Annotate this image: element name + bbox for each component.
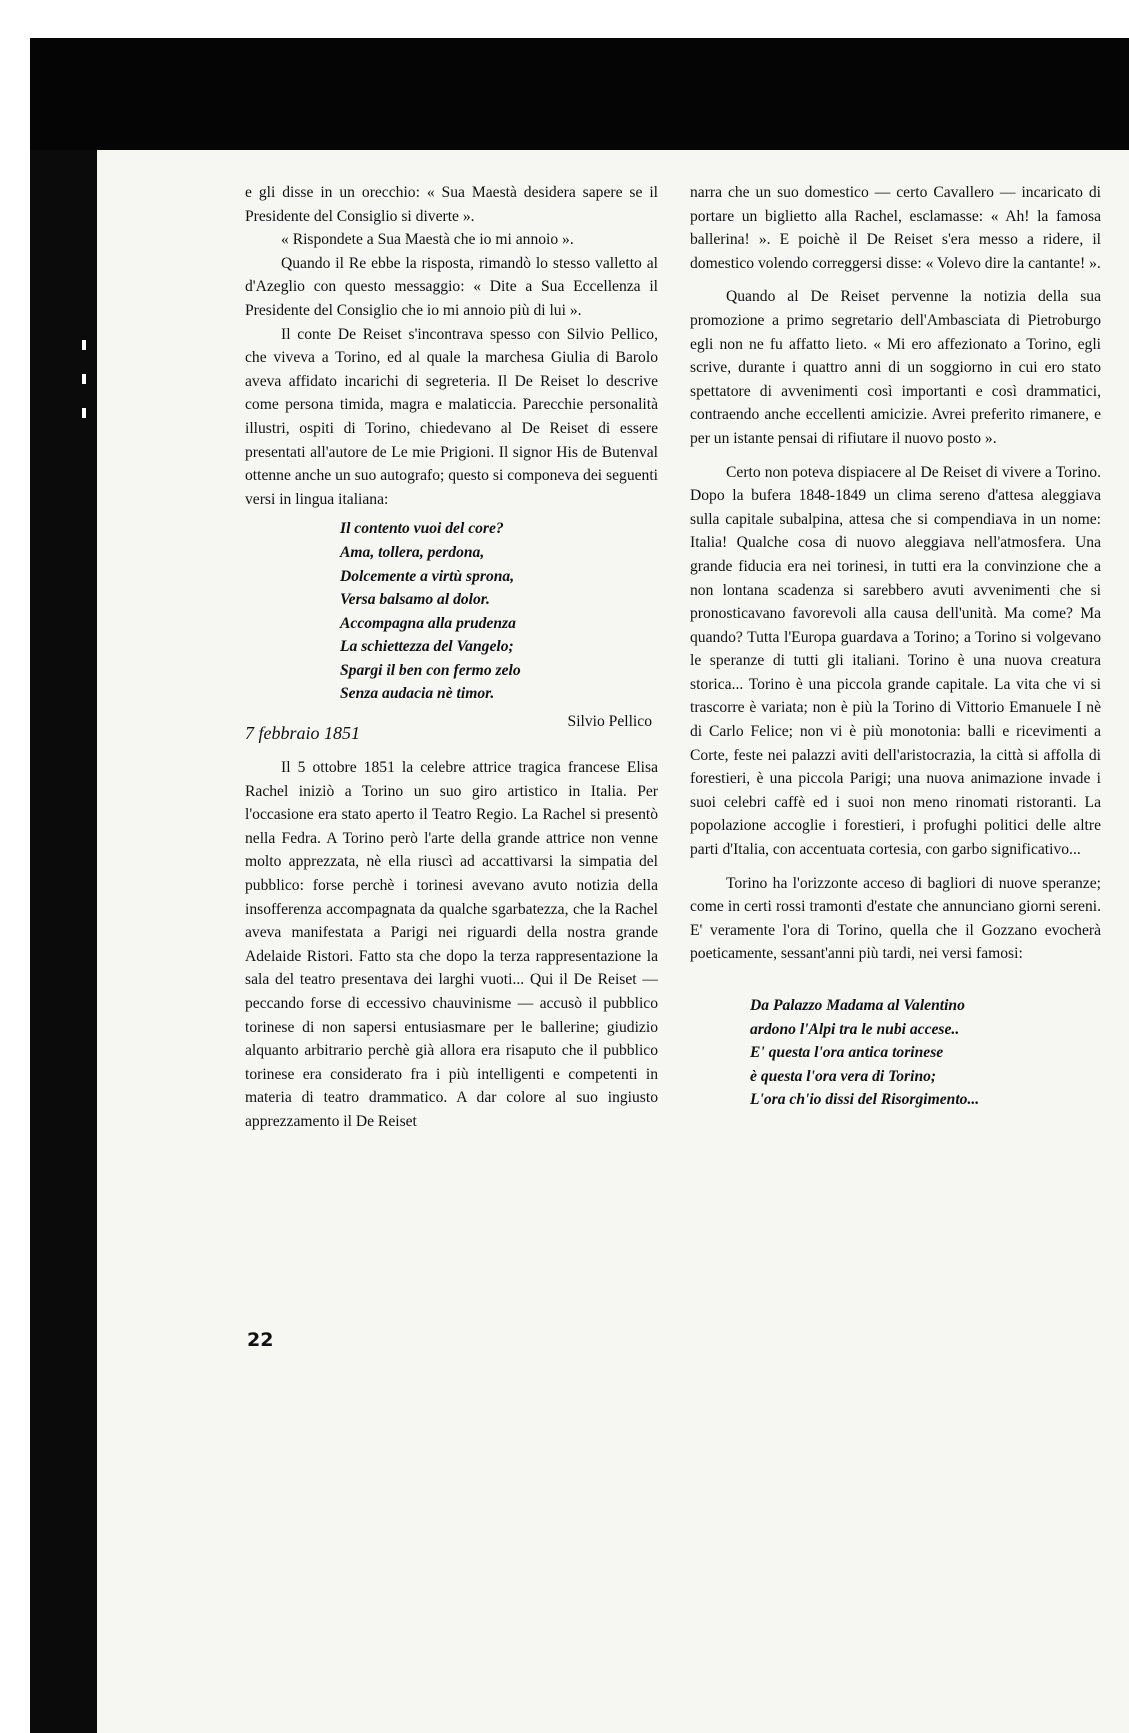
paragraph: e gli disse in un orecchio: « Sua Maestà desidera sapere se il Presidente del Consiglio si diverte ». <box>245 184 658 225</box>
paragraph: Il 5 ottobre 1851 la celebre attrice tragica francese Elisa Rachel iniziò a Torino un suo giro artistico in Italia. Per l'occasione era stato aperto il Teatro Regio. La Rachel si presentò nella Fedra. A Torino però l'arte della grande attrice non venne molto apprezzata, nè ella riuscì ad accattivarsi la simpatia del pubblico: forse perchè i torinesi avevano avuto notizia della insofferenza accompagnata da qualche sgarbatezza, che la Rachel aveva manifestata a Parigi nei riguardi della nostra grande Adelaide Ristori. Fatto sta che dopo la terza rappresentazione la sala del teatro presentava dei larghi vuoti... Qui il De Reiset — peccando forse di eccessivo chauvinisme — accusò il pubblico torinese di non sapersi entusiasmare per le ballerine; giudizio alquanto arbitrario perchè già allora era risaputo che il pubblico torinese era considerato fra i più intelligenti e competenti in materia di teatro drammatico. A dar colore al suo ingiusto apprezzamento il De Reiset <box>245 759 658 1130</box>
paragraph: Quando il Re ebbe la risposta, rimandò lo stesso valletto al d'Azeglio con questo messaggio: « Dite a Sua Eccellenza il Presidente del Consiglio che io mi annoio più di lui ». <box>245 254 658 319</box>
poem-line: ardono l'Alpi tra le nubi accese.. <box>750 1020 960 1038</box>
pellico-poem <box>340 517 658 706</box>
poem-line: La schiettezza del Vangelo; <box>340 638 514 656</box>
paragraph: Quando al De Reiset pervenne la notizia della sua promozione a primo segretario dell'Ambasciata di Pietroburgo egli non ne fu affatto lieto. « Mi ero affezionato a Torino, egli scrive, durante i quattro anni di un soggiorno in cui ero stato spettatore di avvenimenti così importanti e così drammatici, contraendo anche eccellenti amicizie. Avrei preferito rimanere, e per un istante pensai di rifiutare il nuovo posto ». <box>690 288 1101 447</box>
signature-date: 7 febbraio 1851 <box>245 723 360 744</box>
left-column <box>245 181 658 1134</box>
poem-line: Versa balsamo al dolor. <box>340 591 490 609</box>
poem-line: Da Palazzo Madama al Valentino <box>750 997 965 1014</box>
gozzano-poem <box>750 994 1101 1112</box>
scan-top-band <box>30 38 1129 150</box>
paragraph: Il conte De Reiset s'incontrava spesso con Silvio Pellico, che viveva a Torino, ed al quale la marchesa Giulia di Barolo aveva affidato incarichi di segreteria. Il De Reiset lo descrive come persona timida, magra e malaticcia. Parecchie personalità illustri, ospiti di Torino, chiedevano al De Reiset di essere presentati all'autore de Le mie Prigioni. Il signor His de Butenval ottenne anche un suo autografo; questo si componeva dei seguenti versi in lingua italiana: <box>245 325 658 508</box>
poem-line: Spargi il ben con fermo zelo <box>340 661 521 679</box>
poem-line: Il contento vuoi del core? <box>340 520 504 538</box>
page-number: 22 <box>247 1329 274 1351</box>
poem-line: Senza audacia nè timor. <box>340 685 495 703</box>
poem-line: Dolcemente a virtù sprona, <box>340 567 515 585</box>
poem-line: Accompagna alla prudenza <box>340 614 516 632</box>
paragraph: Torino ha l'orizzonte acceso di bagliori di nuove speranze; come in certi rossi tramonti d'estate che annunciano giorni sereni. E' veramente l'ora di Torino, quella che il Gozzano evocherà poeticamente, sessant'anni più tardi, nei versi famosi: <box>690 874 1101 963</box>
paragraph: narra che un suo domestico — certo Cavallero — incaricato di portare un biglietto alla Rachel, esclamasse: « Ah! la famosa ballerina! ». E poichè il De Reiset s'era messo a ridere, il domestico volendo correggersi disse: « Volevo dire la cantante! ». <box>690 184 1101 272</box>
binding-marks <box>80 340 90 460</box>
poem-signature <box>245 710 658 746</box>
signature-name: Silvio Pellico <box>567 713 652 731</box>
poem-line: è questa l'ora vera di Torino; <box>750 1067 937 1085</box>
poem-line: E' questa l'ora antica torinese <box>750 1044 944 1062</box>
poem-line: Ama, tollera, perdona, <box>340 543 485 561</box>
paragraph: « Rispondete a Sua Maestà che io mi annoio ». <box>281 231 574 249</box>
right-column <box>690 181 1101 1112</box>
paragraph: Certo non poteva dispiacere al De Reiset di vivere a Torino. Dopo la bufera 1848-1849 un clima sereno d'attesa aleggiava sulla capitale subalpina, attesa che si compendiava in un nome: Italia! Qualche cosa di nuovo aleggiava nell'atmosfera. Una grande fiducia era nei torinesi, in tutti era la convinzione che a non lontana scadenza si sarebbero avuti avvenimenti che si pronosticavano favorevoli alla causa dell'unità. Ma come? Ma quando? Tutta l'Europa guardava a Torino; a Torino si volgevano le speranze di tutti gli italiani. Torino è una nuova creatura storica... Torino è una piccola grande capitale. La vita che vi si trascorre è variata; non è più la Torino di Vittorio Emanuele I nè di Carlo Felice; non vi è più monotonia: balli e ricevimenti a Corte, feste nei palazzi aviti dell'aristocrazia, la città si affolla di forestieri, è una piccola Parigi; una nuova animazione invade i suoi celebri caffè ed i suoi non meno rinomati ristoranti. La popolazione accoglie i forestieri, i profughi politici delle altre parti d'Italia, con accentuata cortesia, con garbo significativo... <box>690 463 1101 859</box>
poem-line: L'ora ch'io dissi del Risorgimento... <box>750 1091 980 1109</box>
